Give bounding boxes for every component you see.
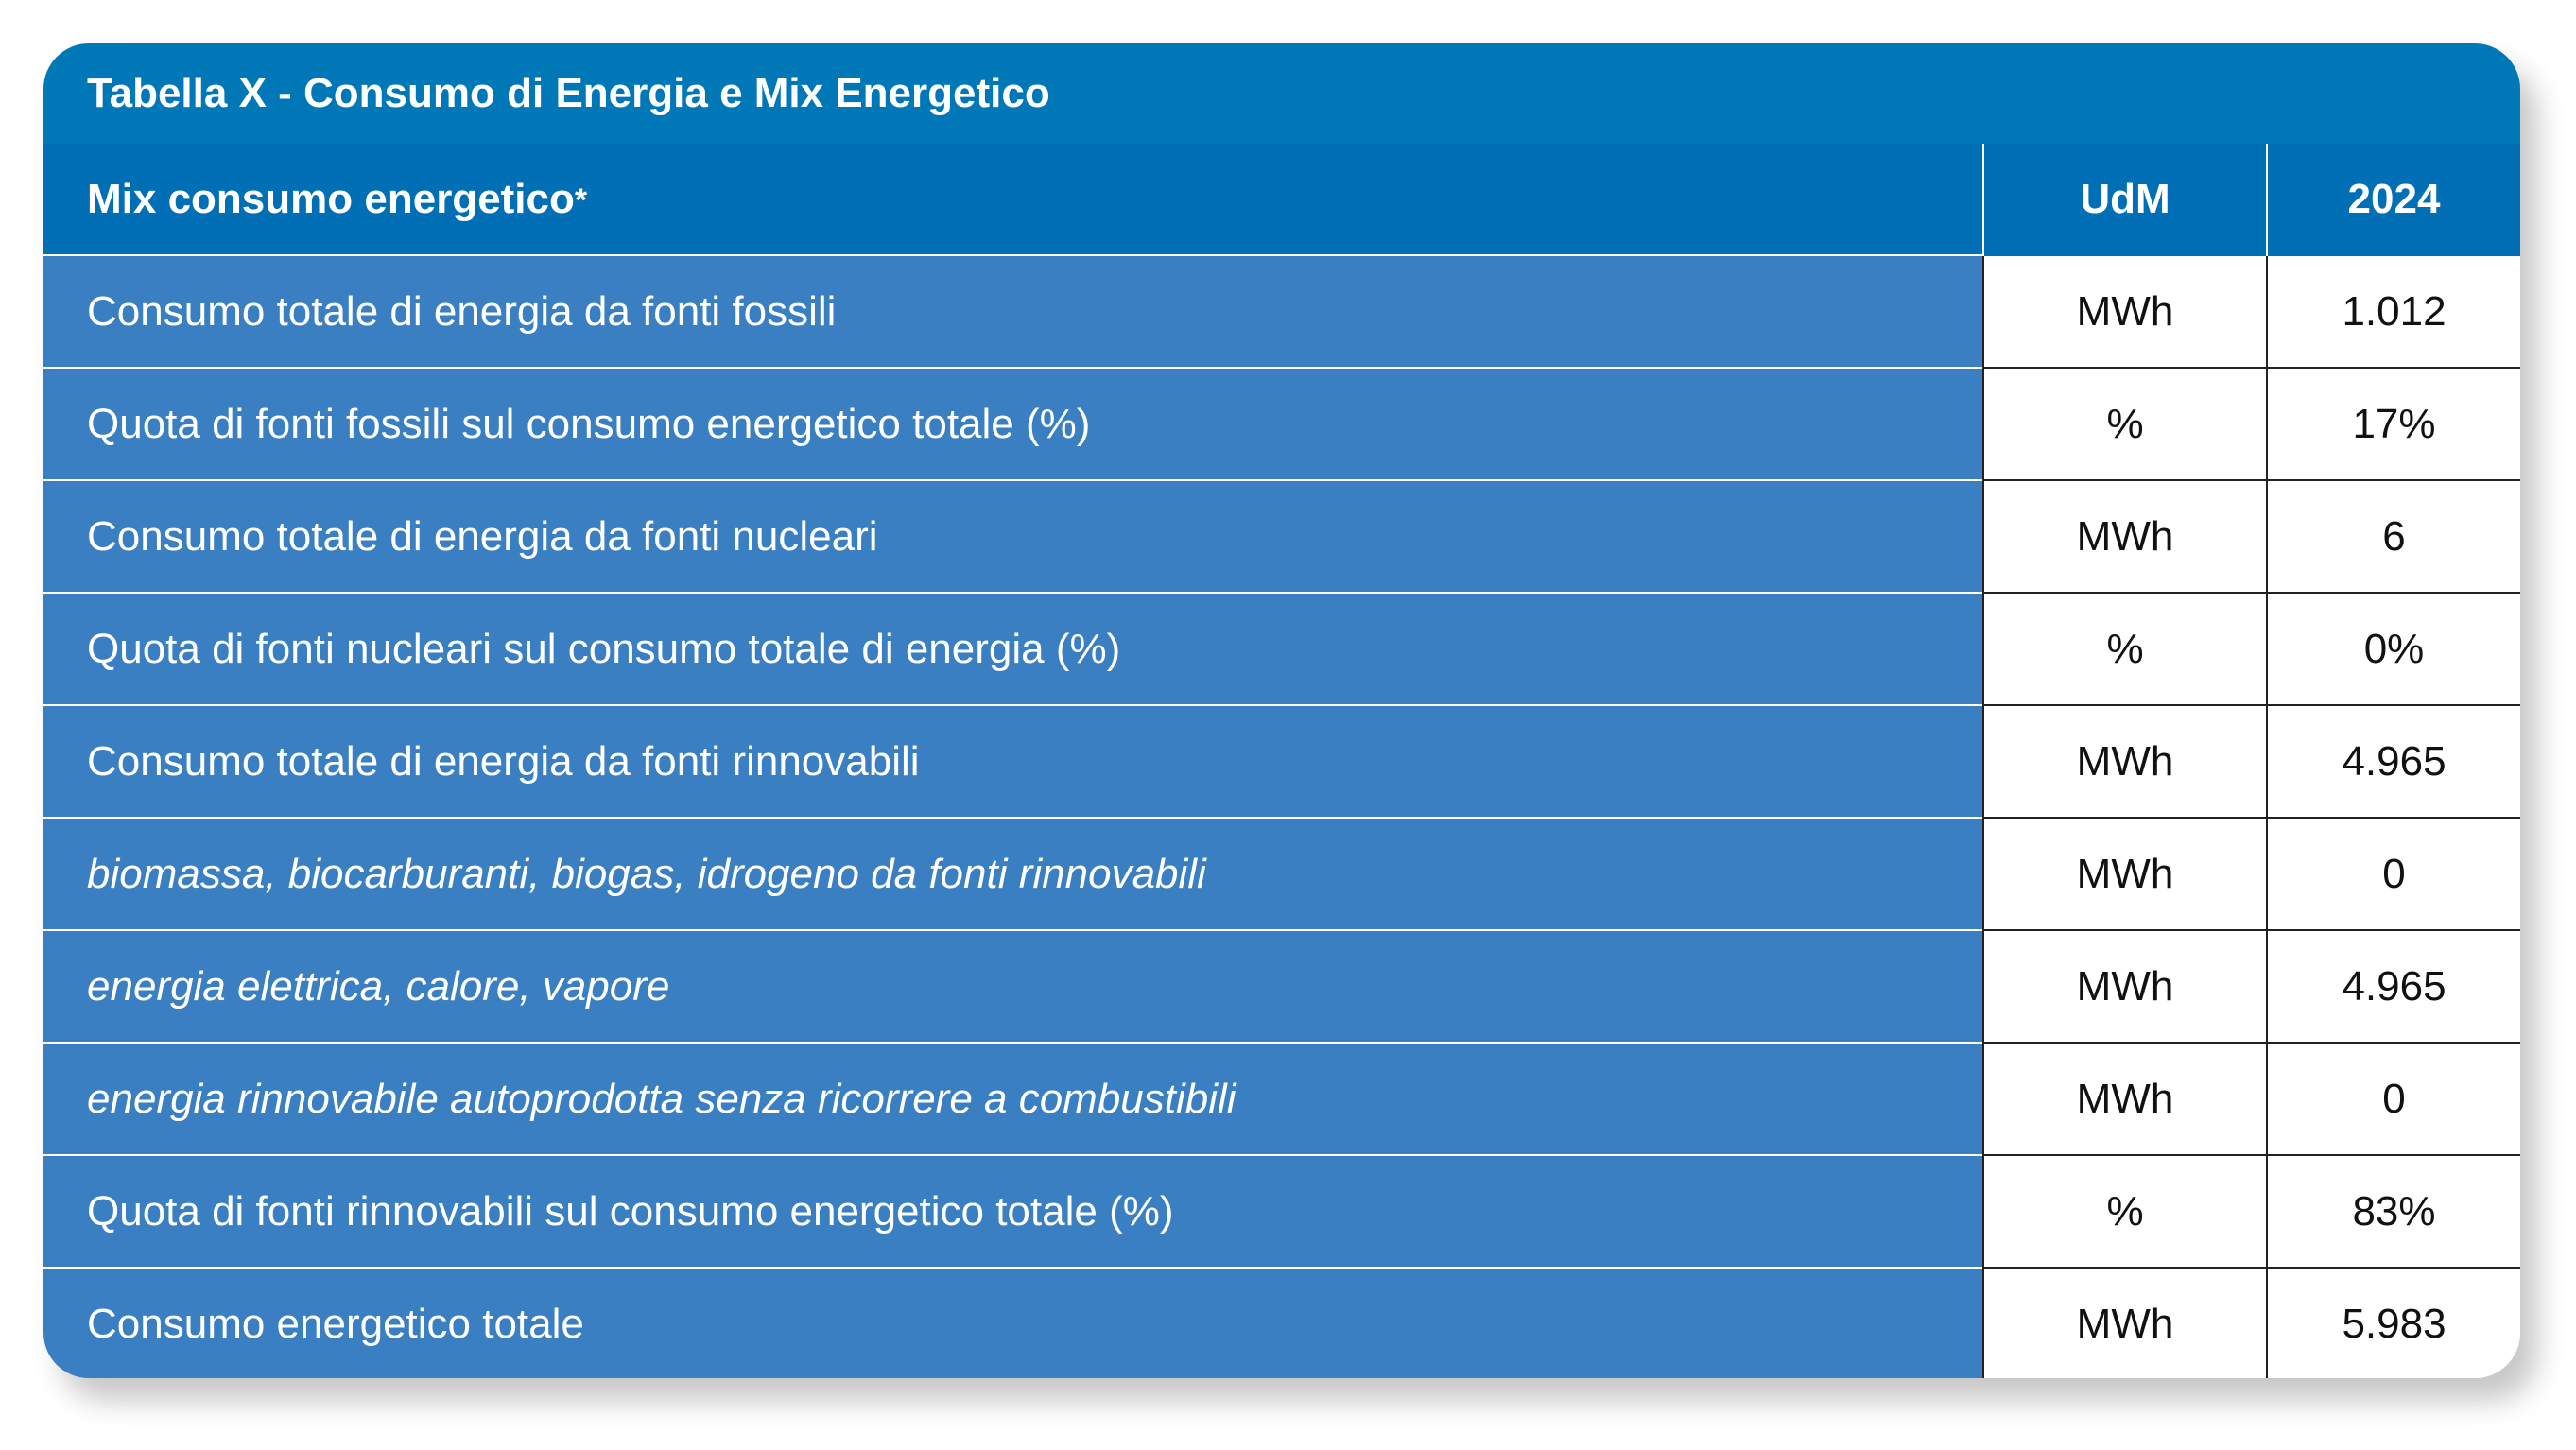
row-value: 1.012 <box>2267 255 2520 368</box>
header-label <box>43 144 1983 255</box>
energy-table-card <box>43 43 2520 1378</box>
table-title: Tabella X - Consumo di Energia e Mix Energetico <box>87 70 1050 116</box>
table-row <box>43 1268 2520 1378</box>
row-value: 6 <box>2267 480 2520 593</box>
row-value: 17% <box>2267 368 2520 480</box>
row-value: 4.965 <box>2267 930 2520 1043</box>
row-label: Consumo energetico totale <box>43 1268 1983 1378</box>
row-unit: MWh <box>1983 818 2267 930</box>
row-unit: MWh <box>1983 930 2267 1043</box>
energy-mix-table <box>43 144 2520 1378</box>
table-row <box>43 818 2520 930</box>
row-value: 0 <box>2267 1043 2520 1155</box>
row-label: Quota di fonti fossili sul consumo energetico totale (%) <box>43 368 1983 480</box>
row-value: 83% <box>2267 1155 2520 1268</box>
row-value: 5.983 <box>2267 1268 2520 1378</box>
header-unit: UdM <box>1983 144 2267 255</box>
table-header-row <box>43 144 2520 255</box>
row-value: 0% <box>2267 593 2520 705</box>
table-row <box>43 593 2520 705</box>
row-label: energia elettrica, calore, vapore <box>43 930 1983 1043</box>
row-label: Consumo totale di energia da fonti nucleari <box>43 480 1983 593</box>
table-title-bar <box>43 43 2520 144</box>
row-unit: MWh <box>1983 1268 2267 1378</box>
row-unit: MWh <box>1983 255 2267 368</box>
row-value: 0 <box>2267 818 2520 930</box>
row-unit: MWh <box>1983 1043 2267 1155</box>
row-label: Quota di fonti rinnovabili sul consumo energetico totale (%) <box>43 1155 1983 1268</box>
row-label: biomassa, biocarburanti, biogas, idrogeno da fonti rinnovabili <box>43 818 1983 930</box>
table-row <box>43 1043 2520 1155</box>
table-row <box>43 930 2520 1043</box>
row-label: Consumo totale di energia da fonti fossili <box>43 255 1983 368</box>
header-label-text: Mix consumo energetico <box>87 175 575 222</box>
table-row <box>43 368 2520 480</box>
row-unit: MWh <box>1983 705 2267 818</box>
row-value: 4.965 <box>2267 705 2520 818</box>
row-unit: % <box>1983 368 2267 480</box>
row-label: Consumo totale di energia da fonti rinnovabili <box>43 705 1983 818</box>
row-unit: % <box>1983 593 2267 705</box>
table-row <box>43 255 2520 368</box>
row-unit: MWh <box>1983 480 2267 593</box>
table-row <box>43 480 2520 593</box>
table-row <box>43 705 2520 818</box>
table-body <box>43 255 2520 1378</box>
row-label: energia rinnovabile autoprodotta senza ricorrere a combustibili <box>43 1043 1983 1155</box>
header-year: 2024 <box>2267 144 2520 255</box>
row-label: Quota di fonti nucleari sul consumo totale di energia (%) <box>43 593 1983 705</box>
header-footnote-marker: * <box>574 181 588 218</box>
row-unit: % <box>1983 1155 2267 1268</box>
table-row <box>43 1155 2520 1268</box>
